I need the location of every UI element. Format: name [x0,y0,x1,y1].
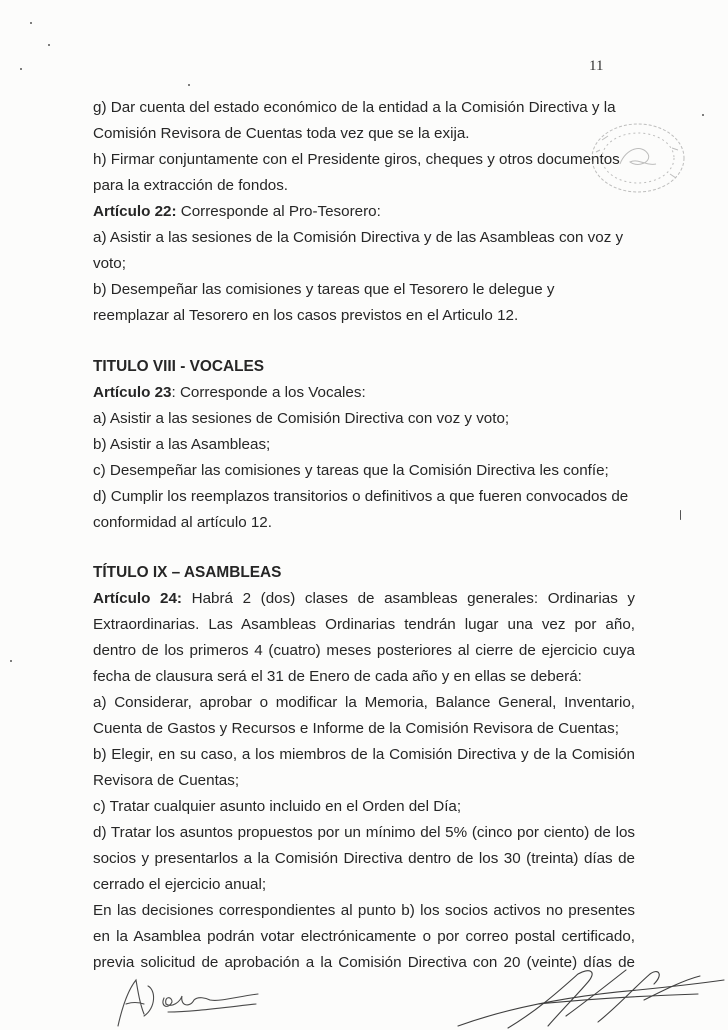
text-run: a) Considerar, aprobar o modificar la Memoria, Balance General, Inventario, [93,694,635,711]
body-line [93,746,635,764]
text-run: previa solicitud de aprobación a la Comisión Directiva con 20 (veinte) días de [93,954,635,971]
body-line [93,307,518,325]
signature-right [448,960,728,1030]
scan-speck [702,114,704,116]
article-24-heading [93,590,635,608]
body-line [93,125,470,143]
scan-speck [10,660,12,662]
body-line [93,720,619,738]
text-run: b) Elegir, en su caso, a los miembros de la Comisión Directiva y de la Comisión [93,746,635,763]
text-run: g) Dar cuenta del estado económico de la entidad a la Comisión Directiva y la [93,99,616,116]
text-run: Corresponde al Pro-Tesorero: [176,203,381,220]
body-line [93,281,555,299]
text-run: b) Asistir a las Asambleas; [93,436,271,453]
body-line [93,436,270,454]
body-line [93,151,620,169]
text-run: a) Asistir a las sesiones de la Comisión Directiva y de las Asambleas con voz y [93,229,624,246]
text-run: d) Cumplir los reemplazos transitorios o definitivos a que fueren convocados de [93,488,629,505]
body-line [93,850,635,868]
bold-run: TITULO VIII - VOCALES [93,358,265,375]
scan-speck [30,22,32,24]
body-line [93,410,509,428]
body-line [93,876,266,894]
text-run: socios y presentarlos a la Comisión Directiva dentro de los 30 (treinta) días de [93,850,635,867]
body-line [93,514,272,532]
text-run: para la extracción de fondos. [93,177,289,194]
text-run: dentro de los primeros 4 (cuatro) meses posteriores al cierre de ejercicio cuya [93,642,635,659]
text-run: reemplazar al Tesorero en los casos previstos en el Articulo 12. [93,307,519,324]
text-run: Habrá 2 (dos) clases de asambleas generales: Ordinarias y [181,590,636,607]
text-run: : Corresponde a los Vocales: [171,384,366,401]
scan-speck [680,510,681,520]
body-line [93,642,635,660]
bold-run: Artículo 24: [93,590,182,607]
text-run: Comisión Revisora de Cuentas toda vez que se la exija. [93,125,470,142]
body-line [93,177,288,195]
text-run: en la Asamblea podrán votar electrónicamente o por correo postal certificado, [93,928,635,945]
scan-speck [48,44,50,46]
bold-run: Artículo 23 [93,384,172,401]
text-run: h) Firmar conjuntamente con el Presidente giros, cheques y otros documentos [93,151,620,168]
article-22-heading [93,203,381,221]
scan-speck [188,84,190,86]
text-run: cerrado el ejercicio anual; [93,876,267,893]
title-ix-heading [93,564,281,582]
body-line [93,255,126,273]
bold-run: Artículo 22: [93,203,177,220]
body-line [93,694,635,712]
text-run: En las decisiones correspondientes al punto b) los socios activos no presentes [93,902,635,919]
text-run: conformidad al artículo 12. [93,514,272,531]
body-line [93,928,635,946]
text-run: Revisora de Cuentas; [93,772,240,789]
text-run: Extraordinarias. Las Asambleas Ordinarias tendrán lugar una vez por año, [93,616,635,633]
text-run: a) Asistir a las sesiones de Comisión Directiva con voz y voto; [93,410,510,427]
body-line [93,772,239,790]
page-number: 11 [589,58,604,74]
text-run: Cuenta de Gastos y Recursos e Informe de la Comisión Revisora de Cuentas; [93,720,619,737]
article-23-heading [93,384,366,402]
text-run: b) Desempeñar las comisiones y tareas que el Tesorero le delegue y [93,281,555,298]
body-line [93,616,635,634]
body-line [93,488,628,506]
body-line [93,99,616,117]
text-run: c) Desempeñar las comisiones y tareas que la Comisión Directiva les confíe; [93,462,609,479]
body-line [93,229,623,247]
text-run: d) Tratar los asuntos propuestos por un mínimo del 5% (cinco por ciento) de los [93,824,635,841]
body-line [93,824,635,842]
text-run: c) Tratar cualquier asunto incluido en el Orden del Día; [93,798,462,815]
body-line [93,798,461,816]
bold-run: TÍTULO IX – ASAMBLEAS [93,564,282,581]
text-run: fecha de clausura será el 31 de Enero de cada año y en ellas se deberá: [93,668,582,685]
seal-stamp [572,118,692,200]
title-viii-heading [93,358,264,376]
body-line [93,902,635,920]
signature-left [110,968,270,1030]
body-line [93,668,582,686]
body-line [93,462,609,480]
text-run: voto; [93,255,126,272]
scan-speck [20,68,22,70]
